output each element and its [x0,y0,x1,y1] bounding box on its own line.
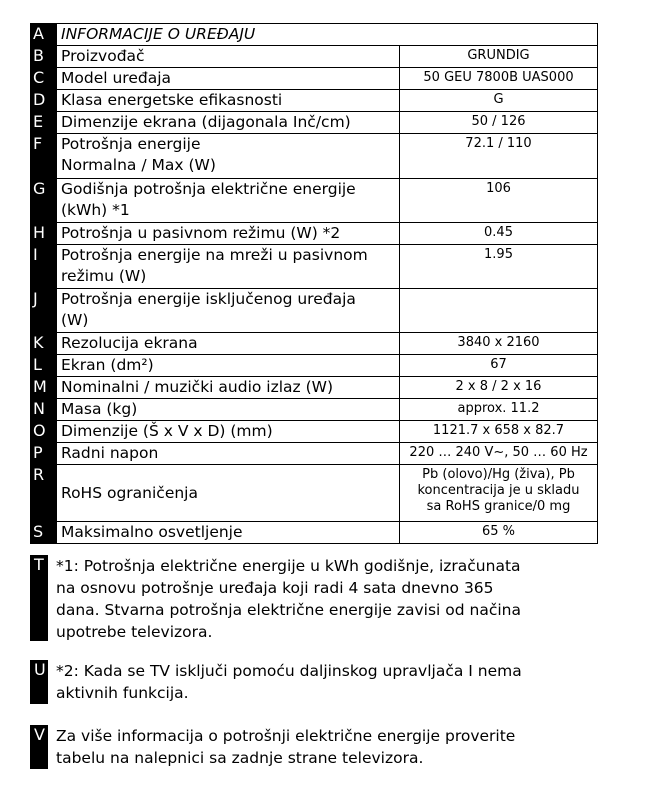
table-row [30,89,598,111]
row-letter: M [30,377,56,398]
row-letter: L [30,355,56,376]
row-value: 65 % [399,522,597,543]
table-row [30,45,598,67]
row-value: 72.1 / 110 [399,134,597,178]
row-label: Klasa energetske efikasnosti [56,90,399,111]
footnote-letter: T [30,555,48,641]
row-value: 220 … 240 V~, 50 … 60 Hz [399,443,597,464]
row-letter: P [30,443,56,464]
row-value: G [399,90,597,111]
row-label: RoHS ograničenja [56,465,399,521]
row-letter: E [30,112,56,133]
table-row [30,464,598,521]
row-letter: J [30,289,56,332]
table-row [30,521,598,544]
footnote [30,555,598,643]
row-label: Godišnja potrošnja električne energije (kWh) *1 [56,179,399,222]
table-row [30,420,598,442]
row-label: Proizvođač [56,46,399,67]
table-row [30,354,598,376]
footnote [30,660,598,704]
row-letter: H [30,223,56,244]
row-value: GRUNDIG [399,46,597,67]
row-value: 1.95 [399,245,597,288]
row-label: Radni napon [56,443,399,464]
row-label: Masa (kg) [56,399,399,420]
row-value: 50 / 126 [399,112,597,133]
row-value: 106 [399,179,597,222]
table-row [30,398,598,420]
row-value: 67 [399,355,597,376]
table-row [30,332,598,354]
row-label: Nominalni / muzički audio izlaz (W) [56,377,399,398]
row-value [399,289,597,332]
footnote-letter: U [30,660,48,704]
row-label: Potrošnja energije Normalna / Max (W) [56,134,399,178]
table-row [30,288,598,332]
row-value: 0.45 [399,223,597,244]
row-letter: K [30,333,56,354]
row-label: Potrošnja u pasivnom režimu (W) *2 [56,223,399,244]
table-row [30,222,598,244]
row-label: Model uređaja [56,68,399,89]
table-row [30,244,598,288]
footnote-text: *2: Kada se TV isključi pomoću daljinskog upravljača I nema aktivnih funkcija. [56,662,522,702]
row-label: Dimenzije (Š x V x D) (mm) [56,421,399,442]
row-letter: G [30,179,56,222]
row-letter: F [30,134,56,178]
row-value: 50 GEU 7800B UAS000 [399,68,597,89]
footnote-text: *1: Potrošnja električne energije u kWh godišnje, izračunata na osnovu potrošnje uređaja koji radi 4 sata dnevno 365 dana. Stvarna potrošnja električne energije zavisi od načina upotrebe televizora. [56,557,521,641]
row-letter: S [30,522,56,543]
table-header-row [30,23,598,45]
row-value: Pb (olovo)/Hg (živa), Pb koncentracija je u skladu sa RoHS granice/0 mg [399,465,597,521]
row-value: 3840 x 2160 [399,333,597,354]
table-row [30,376,598,398]
row-letter: B [30,46,56,67]
row-label: Maksimalno osvetljenje [56,522,399,543]
row-value: 1121.7 x 658 x 82.7 [399,421,597,442]
row-letter: I [30,245,56,288]
row-label: Potrošnja energije na mreži u pasivnom režimu (W) [56,245,399,288]
row-label: Potrošnja energije isključenog uređaja (W) [56,289,399,332]
row-letter: D [30,90,56,111]
row-label: Dimenzije ekrana (dijagonala Inč/cm) [56,112,399,133]
row-value: approx. 11.2 [399,399,597,420]
table-row [30,442,598,464]
row-letter: A [30,24,56,45]
footnote [30,725,598,769]
row-value: 2 x 8 / 2 x 16 [399,377,597,398]
row-label: Ekran (dm²) [56,355,399,376]
spec-table [30,23,598,544]
footnote-letter: V [30,725,48,769]
footnote-text: Za više informacija o potrošnji električne energije proverite tabelu na nalepnici sa zadnje strane televizora. [56,727,516,767]
row-label: Rezolucija ekrana [56,333,399,354]
row-letter: N [30,399,56,420]
table-row [30,67,598,89]
row-letter: R [30,465,56,521]
table-title: INFORMACIJE O UREĐAJU [56,24,597,45]
row-letter: O [30,421,56,442]
table-row [30,111,598,133]
table-row [30,178,598,222]
table-row [30,133,598,178]
row-letter: C [30,68,56,89]
